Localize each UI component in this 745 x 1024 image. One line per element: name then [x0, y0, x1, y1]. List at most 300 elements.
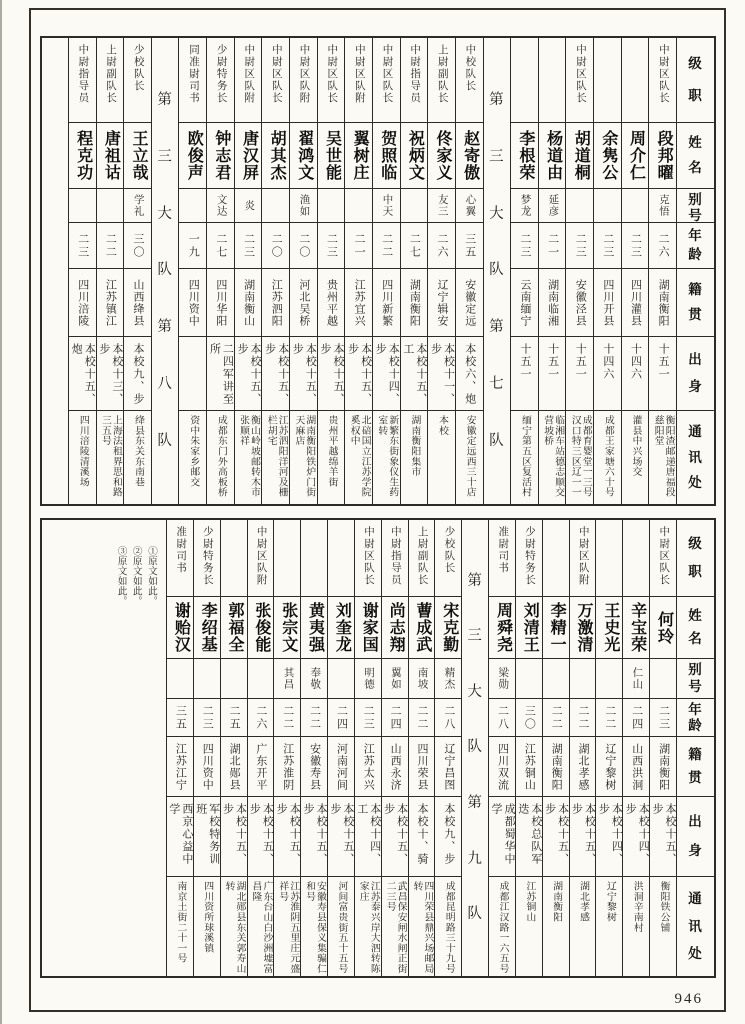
cell-rank	[622, 38, 649, 122]
cell-age: 二四	[328, 698, 354, 736]
cell-alias: 心翼	[456, 188, 483, 222]
cell-name: 赵寄傲	[456, 122, 483, 188]
cell-native: 江苏镇江	[97, 268, 124, 336]
cell-alias	[596, 658, 622, 698]
cell-age: 二二	[543, 698, 569, 736]
cell-native: 江苏太兴	[355, 736, 381, 796]
cell-rank: 少尉特务长	[524, 526, 536, 586]
cell-native: 四川华阳	[207, 268, 234, 336]
cell-age: 二〇	[262, 222, 289, 268]
cell-rank: 同准尉司书	[187, 44, 199, 104]
cell-age: 二二	[570, 698, 596, 736]
cell-name: 段邦曜	[649, 122, 676, 188]
cell-address: 江苏淮阴五里庄元盛祥号	[274, 876, 300, 976]
cell-alias: 友三	[428, 188, 455, 222]
cell-alias	[566, 188, 593, 222]
cell-native: 湖南衡阳	[649, 268, 676, 336]
cell-name: 翼树庄	[345, 122, 372, 188]
cell-alias: 奉敬	[301, 658, 327, 698]
person-column	[569, 520, 596, 976]
row-header-5: 出 身	[677, 796, 714, 876]
cell-origin: 本校十五、步	[382, 796, 408, 876]
cell-origin: 本校十四、步	[623, 796, 649, 876]
cell-alias: 学礼	[124, 188, 151, 222]
cell-native: 四川荣县	[409, 736, 435, 796]
cell-alias	[97, 188, 124, 222]
cell-origin: 本校十五、步	[274, 796, 300, 876]
cell-age: 二七	[401, 222, 428, 268]
squad-label: 第 三 大 队 第 九 队	[467, 572, 483, 923]
cell-rank	[623, 520, 649, 596]
cell-alias	[570, 658, 596, 698]
cell-age: 二八	[435, 698, 461, 736]
cell-rank	[539, 38, 566, 122]
cell-address: 广东台山白沙洲墟富昌隆	[248, 876, 274, 976]
row-header-1: 姓 名	[677, 596, 714, 658]
cell-origin: 本校十五、步	[235, 336, 262, 410]
cell-rank: 准尉司书	[175, 526, 187, 574]
cell-native: 湖南临湘	[539, 268, 566, 336]
cell-origin: 十四六	[622, 336, 649, 410]
cell-alias	[622, 188, 649, 222]
cell-origin: 本校九、步	[124, 336, 151, 410]
cell-address: 湖南衡阳集市	[401, 410, 428, 504]
cell-origin: 本校十四、步	[373, 336, 400, 410]
cell-age: 二三	[355, 698, 381, 736]
cell-address: 上海法租界思和路三五号	[97, 410, 124, 504]
cell-age: 二三	[194, 698, 220, 736]
cell-name: 王史光	[596, 596, 622, 658]
cell-origin: 本校十五、步	[328, 796, 354, 876]
blank-column	[42, 520, 166, 976]
cell-rank: 中尉区队长	[574, 44, 586, 104]
cell-address: 湖南衡阳	[543, 876, 569, 976]
cell-address: 湖北郧县东关郭寿山转	[221, 876, 247, 976]
cell-alias	[221, 658, 247, 698]
cell-native: 江苏铜山	[516, 736, 542, 796]
person-column	[488, 520, 515, 976]
cell-alias: 延彦	[539, 188, 566, 222]
cell-name: 欧俊声	[179, 122, 206, 188]
cell-age: 二三	[511, 222, 538, 268]
person-column	[96, 38, 124, 504]
cell-address: 洪洞辛南村	[623, 876, 649, 976]
person-column	[354, 520, 381, 976]
cell-native: 湖南衡山	[235, 268, 262, 336]
person-column	[595, 520, 622, 976]
cell-native: 云南缅宁	[511, 268, 538, 336]
cell-address: 河间富贵街五十五号	[328, 876, 354, 976]
person-column	[327, 520, 354, 976]
cell-name: 贺照临	[373, 122, 400, 188]
cell-alias: 翼如	[382, 658, 408, 698]
cell-name: 胡其杰	[262, 122, 289, 188]
cell-rank: 中尉区队附	[243, 44, 255, 104]
cell-address: 成都育婴堂一三号汉口特三区辽一一	[566, 410, 593, 504]
cell-rank: 中尉区队附	[353, 44, 365, 104]
cell-age: 二三	[235, 222, 262, 268]
cell-name: 宋克勤	[435, 596, 461, 658]
cell-address: 四川资所球溪镇	[194, 876, 220, 976]
cell-alias: 文达	[207, 188, 234, 222]
cell-name: 祝炳文	[401, 122, 428, 188]
cell-age: 三〇	[516, 698, 542, 736]
cell-age: 二三	[622, 222, 649, 268]
cell-alias	[328, 658, 354, 698]
cell-native: 湖北郧县	[221, 736, 247, 796]
cell-age: 二三	[566, 222, 593, 268]
row-header-5: 出 身	[677, 336, 714, 410]
cell-alias: 梁勋	[489, 658, 515, 698]
cell-origin: 本校十五、步	[570, 796, 596, 876]
cell-name: 杨道由	[539, 122, 566, 188]
cell-rank: 中尉区队附	[255, 526, 267, 586]
cell-alias	[401, 188, 428, 222]
cell-address: 南京土街二十一号	[167, 876, 193, 976]
person-column	[427, 38, 455, 504]
row-header-0: 级 职	[688, 535, 703, 580]
cell-origin: 本校十三、步	[97, 336, 124, 410]
cell-native: 安徽泾县	[566, 268, 593, 336]
cell-native: 安徽寿县	[301, 736, 327, 796]
person-column	[289, 38, 317, 504]
cell-name: 李根荣	[511, 122, 538, 188]
cell-address: 安徽定远西三十店	[456, 410, 483, 504]
cell-address: 衡山岭坡邮转木市张顺祥	[235, 410, 262, 504]
person-column	[261, 38, 289, 504]
cell-rank: 中尉区队长	[657, 44, 669, 104]
cell-age: 二三	[318, 222, 345, 268]
squad-label-column	[483, 38, 511, 504]
cell-origin: 十五一	[539, 336, 566, 410]
cell-native: 湖北孝感	[570, 736, 596, 796]
person-column	[565, 38, 593, 504]
cell-address: 江苏铜山	[516, 876, 542, 976]
cell-rank: 少尉特务长	[215, 44, 227, 104]
person-column	[372, 38, 400, 504]
person-column	[515, 520, 542, 976]
row-header-1: 姓 名	[677, 122, 714, 188]
cell-address: 北碚国立江苏学院奚权中	[345, 410, 372, 504]
person-column	[622, 520, 649, 976]
person-column	[273, 520, 300, 976]
cell-name: 张俊能	[248, 596, 274, 658]
cell-age: 二一	[345, 222, 372, 268]
cell-origin: 本校十、骑	[409, 796, 435, 876]
cell-age: 二二	[274, 698, 300, 736]
cell-rank	[328, 520, 354, 596]
cell-rank	[596, 520, 622, 596]
cell-name: 刘奎龙	[328, 596, 354, 658]
cell-rank	[221, 520, 247, 596]
person-column	[648, 38, 676, 504]
cell-rank: 中尉区队附	[577, 526, 589, 586]
row-header-4: 籍 贯	[677, 736, 714, 796]
cell-age: 二四	[623, 698, 649, 736]
cell-alias	[594, 188, 621, 222]
cell-native: 江苏江宁	[167, 736, 193, 796]
row-header-column	[676, 520, 714, 976]
cell-origin: 本校九、步	[435, 796, 461, 876]
cell-name: 黄夷强	[301, 596, 327, 658]
cell-alias: 精杰	[435, 658, 461, 698]
row-header-2: 别 号	[677, 188, 714, 222]
cell-origin: 十四六	[594, 336, 621, 410]
cell-alias: 渔如	[290, 188, 317, 222]
cell-age: 二八	[489, 698, 515, 736]
person-column	[220, 520, 247, 976]
scan-edge	[0, 0, 2, 1024]
cell-address: 新繁东街象仪生药室转	[373, 410, 400, 504]
cell-origin: 十五一	[649, 336, 676, 410]
person-column	[234, 38, 262, 504]
person-column	[247, 520, 274, 976]
cell-rank: 准尉司书	[497, 526, 509, 574]
cell-age: 二三	[594, 222, 621, 268]
cell-alias	[194, 658, 220, 698]
cell-age: 二五	[221, 698, 247, 736]
cell-address: 成都昆明路三十九号	[435, 876, 461, 976]
person-column	[317, 38, 345, 504]
cell-rank: 中尉指导员	[389, 526, 401, 586]
cell-address: 四川荣县鼎兴场邮局转	[409, 876, 435, 976]
row-header-3: 年 龄	[677, 698, 714, 736]
cell-alias	[345, 188, 372, 222]
cell-origin: 本校十五、步	[301, 796, 327, 876]
cell-rank: 中尉区队长	[381, 44, 393, 104]
cell-alias: 其昌	[274, 658, 300, 698]
cell-native: 湖南衡阳	[543, 736, 569, 796]
cell-origin: 本校十四、工	[355, 796, 381, 876]
cell-rank	[274, 520, 300, 596]
cell-rank: 中尉区队长	[326, 44, 338, 104]
cell-alias	[650, 658, 676, 698]
cell-rank: 少校队长	[132, 44, 144, 92]
cell-native: 广东开平	[248, 736, 274, 796]
cell-rank: 中尉区队长	[362, 526, 374, 586]
cell-address: 江苏泗阳洋河及栅栏胡宅	[262, 410, 289, 504]
cell-alias: 克悟	[649, 188, 676, 222]
person-column	[68, 38, 96, 504]
squad-label-column	[151, 38, 179, 504]
cell-alias	[318, 188, 345, 222]
cell-native: 安徽定远	[456, 268, 483, 336]
person-column	[206, 38, 234, 504]
person-column	[300, 520, 327, 976]
cell-origin: 本校十五、步	[221, 796, 247, 876]
cell-rank	[301, 520, 327, 596]
person-column	[408, 520, 435, 976]
cell-alias	[248, 658, 274, 698]
cell-address: 临湘车站德志顺交营坡桥	[539, 410, 566, 504]
cell-alias: 南坡	[409, 658, 435, 698]
cell-native: 辽宁黎树	[596, 736, 622, 796]
cell-name: 唐汉屏	[235, 122, 262, 188]
person-column	[166, 520, 193, 976]
cell-rank: 中尉区队长	[658, 526, 670, 586]
cell-age: 三五	[456, 222, 483, 268]
person-column	[400, 38, 428, 504]
cell-name: 钟志君	[207, 122, 234, 188]
cell-native: 山西洪洞	[623, 736, 649, 796]
cell-origin: 本校十五、工	[401, 336, 428, 410]
cell-rank: 少尉特务长	[201, 526, 213, 586]
editor-footnotes: ①原文如此。 ②原文如此。 ③原文如此。	[115, 546, 156, 606]
cell-name: 佟家义	[428, 122, 455, 188]
cell-native: 江苏泗阳	[262, 268, 289, 336]
cell-age: 二二	[409, 698, 435, 736]
cell-name: 李绍基	[194, 596, 220, 658]
cell-address: 辽宁黎树	[596, 876, 622, 976]
cell-rank: 上尉副队长	[436, 44, 448, 104]
cell-alias	[69, 188, 96, 222]
cell-address: 衡阳渣邮递唐福段慈阳堂	[649, 410, 676, 504]
cell-rank: 中尉区队附	[298, 44, 310, 104]
person-column	[178, 38, 206, 504]
cell-origin	[179, 336, 206, 410]
cell-rank: 中校队长	[464, 44, 476, 92]
person-column	[510, 38, 538, 504]
cell-native: 湖南衡阳	[650, 736, 676, 796]
cell-rank	[594, 38, 621, 122]
cell-age: 二三	[650, 698, 676, 736]
cell-native: 湖南衡阳	[401, 268, 428, 336]
cell-address: 缅宁第五区复活村	[511, 410, 538, 504]
cell-name: 辛宝荣	[623, 596, 649, 658]
cell-origin: 西京心益中学	[167, 796, 193, 876]
cell-age: 二六	[428, 222, 455, 268]
cell-rank	[543, 520, 569, 596]
person-column	[434, 520, 461, 976]
cell-address: 灌县中兴场交	[622, 410, 649, 504]
cell-origin: 本校十五、步	[248, 796, 274, 876]
cell-age: 一九	[179, 222, 206, 268]
cell-native: 辽宁辑安	[428, 268, 455, 336]
cell-origin: 本校十五、步	[543, 796, 569, 876]
cell-native: 河南河间	[328, 736, 354, 796]
cell-alias: 梦龙	[511, 188, 538, 222]
cell-origin: 军校特务训班	[194, 796, 220, 876]
cell-name: 周介仁	[622, 122, 649, 188]
cell-rank: 中尉指导员	[409, 44, 421, 104]
cell-address: 安徽寿县保义集骗仁和号	[301, 876, 327, 976]
person-column	[649, 520, 676, 976]
cell-native: 四川资中	[179, 268, 206, 336]
cell-age: 二二	[596, 698, 622, 736]
row-header-4: 籍 贯	[677, 268, 714, 336]
row-header-2: 别 号	[677, 658, 714, 698]
cell-native: 四川新繁	[373, 268, 400, 336]
cell-alias	[516, 658, 542, 698]
cell-alias: 仁山	[623, 658, 649, 698]
cell-name: 张宗文	[274, 596, 300, 658]
cell-age: 二四	[382, 698, 408, 736]
cell-name: 刘清王	[516, 596, 542, 658]
cell-rank: 少校队长	[443, 526, 455, 574]
person-column	[381, 520, 408, 976]
cell-address: 成都王家塘六十号	[594, 410, 621, 504]
cell-age: 二六	[649, 222, 676, 268]
cell-address: 资中朱家乡邮交	[179, 410, 206, 504]
person-column	[455, 38, 483, 504]
cell-age: 三五	[167, 698, 193, 736]
cell-native: 山西永济	[382, 736, 408, 796]
cell-native: 山西绛县	[124, 268, 151, 336]
roster-table-bottom	[40, 518, 716, 978]
cell-rank: 上尉副队长	[105, 44, 117, 104]
cell-native: 河北吴桥	[290, 268, 317, 336]
row-header-column	[676, 38, 714, 504]
cell-name: 胡道桐	[566, 122, 593, 188]
cell-age: 二一	[539, 222, 566, 268]
cell-name: 尚志翔	[382, 596, 408, 658]
cell-alias	[167, 658, 193, 698]
cell-native: 四川灌县	[622, 268, 649, 336]
cell-origin: 本校十四、步	[596, 796, 622, 876]
cell-origin: 十五一	[511, 336, 538, 410]
cell-address: 湖北孝感	[570, 876, 596, 976]
cell-origin: 十五一	[566, 336, 593, 410]
person-column	[621, 38, 649, 504]
cell-rank: 中尉区队长	[270, 44, 282, 104]
cell-name: 周舜尧	[489, 596, 515, 658]
cell-alias: 明德	[355, 658, 381, 698]
cell-age: 二〇	[290, 222, 317, 268]
cell-native: 江苏宜兴	[345, 268, 372, 336]
row-header-6: 通 讯 处	[677, 876, 714, 976]
cell-address: 湖南衡阳铁炉门街天麻店	[290, 410, 317, 504]
cell-address: 贵州平越绵羊街	[318, 410, 345, 504]
cell-origin: 本校十五、步	[290, 336, 317, 410]
cell-name: 蓸成武	[409, 596, 435, 658]
cell-native: 辽宁昌图	[435, 736, 461, 796]
cell-address: 武昌保安闸水闸正街二三号	[382, 876, 408, 976]
cell-age: 二七	[207, 222, 234, 268]
cell-age: 二三	[69, 222, 96, 268]
cell-alias	[262, 188, 289, 222]
row-header-6: 通 讯 处	[677, 410, 714, 504]
cell-origin: 成都蜀华中学	[489, 796, 515, 876]
person-column	[344, 38, 372, 504]
cell-origin: 本校十五、炮	[69, 336, 96, 410]
cell-native: 四川开县	[594, 268, 621, 336]
cell-alias: 炎	[235, 188, 262, 222]
cell-native: 贵州平越	[318, 268, 345, 336]
cell-origin: 二四军讲至所	[207, 336, 234, 410]
cell-alias: 中天	[373, 188, 400, 222]
cell-name: 余隽公	[594, 122, 621, 188]
squad-label: 第 三 大 队 第 八 队	[157, 91, 173, 450]
cell-name: 万激清	[570, 596, 596, 658]
cell-address: 衡阳铁公铺	[650, 876, 676, 976]
cell-origin: 本校十五、步	[262, 336, 289, 410]
cell-name: 谢贻汉	[167, 596, 193, 658]
cell-alias	[179, 188, 206, 222]
person-column	[193, 520, 220, 976]
cell-rank	[511, 38, 538, 122]
cell-origin: 本校十五、步	[650, 796, 676, 876]
cell-alias	[543, 658, 569, 698]
person-column	[538, 38, 566, 504]
cell-age: 三〇	[124, 222, 151, 268]
cell-name: 李精一	[543, 596, 569, 658]
cell-rank: 中尉指导员	[77, 44, 89, 104]
blank-column	[42, 38, 68, 504]
cell-origin: 本校六、炮	[456, 336, 483, 410]
squad-label: 第 三 大 队 第 七 队	[489, 91, 505, 450]
page-number: 946	[674, 991, 703, 1007]
cell-name: 唐祖诂	[97, 122, 124, 188]
